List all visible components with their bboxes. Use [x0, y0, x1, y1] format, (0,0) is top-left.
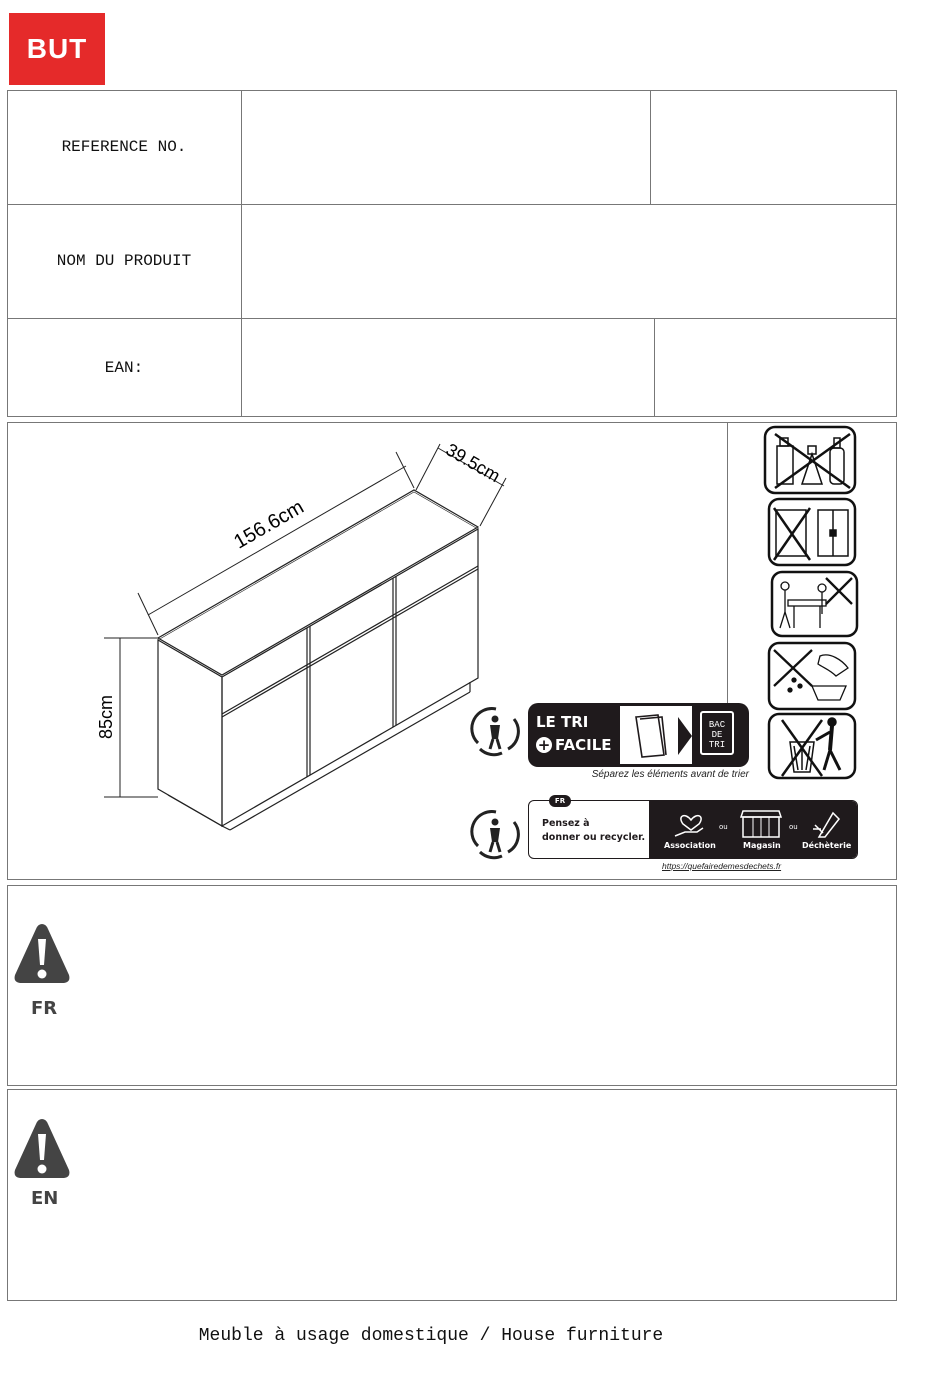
bin-label-2: DE [711, 730, 723, 740]
tri-facile-badge [528, 703, 749, 767]
warning-section-en [7, 1089, 897, 1301]
option-association: Association [664, 841, 716, 850]
dechetterie-icon [809, 807, 843, 841]
tri-facile-caption: Séparez les éléments avant de trier [591, 769, 749, 780]
no-household-waste-icon [782, 718, 840, 776]
recycling-url[interactable]: https://quefairedemesdechets.fr [662, 861, 782, 871]
triman-icon [468, 806, 524, 860]
separator-ou-1: ou [719, 823, 728, 831]
two-person-assembly-icon [780, 578, 852, 628]
warning-language-code: FR [31, 998, 58, 1019]
tri-facile-line2: FACILE [555, 736, 612, 754]
country-flag-badge: FR [549, 795, 571, 807]
reference-label: REFERENCE NO. [61, 138, 187, 156]
no-chemical-cleaners-icon [775, 434, 850, 488]
store-icon [739, 809, 783, 839]
donate-message-line1: Pensez à [542, 818, 590, 829]
option-magasin: Magasin [743, 841, 781, 850]
no-water-cleaning-icon [774, 650, 848, 700]
depth-dimension-label: 39.5cm [442, 439, 504, 487]
option-dechetterie: Déchèterie [802, 841, 852, 850]
tri-facile-line1: LE TRI [536, 713, 589, 731]
paper-sheet-icon [628, 711, 698, 761]
no-heavy-load-icon [774, 508, 848, 560]
association-heart-hand-icon [671, 806, 711, 840]
donate-recycle-badge [528, 800, 858, 859]
brand-logo-text: BUT [26, 33, 88, 64]
separator-ou-2: ou [789, 823, 798, 831]
width-dimension-label: 156.6cm [230, 496, 308, 554]
tri-facile-line2-wrap [536, 736, 612, 754]
ean-label: EAN: [104, 358, 144, 377]
donate-message-line2: donner ou recycler. [542, 832, 646, 843]
donate-options-panel [649, 801, 858, 859]
care-pictograms [760, 424, 862, 784]
warning-language-code: EN [31, 1188, 59, 1209]
footer-note: Meuble à usage domestique / House furniture [198, 1326, 664, 1346]
bin-label-3: TRI [708, 740, 726, 750]
bac-de-tri-bin [700, 711, 734, 755]
height-dimension-label: 85cm [96, 694, 116, 740]
warning-triangle-icon [13, 1116, 71, 1180]
warning-triangle-icon [13, 921, 71, 985]
bin-label-1: BAC [708, 720, 726, 730]
triman-icon [468, 703, 524, 757]
plus-icon: + [537, 736, 551, 754]
product-name-label: NOM DU PRODUIT [56, 252, 192, 270]
warning-section-fr [7, 885, 897, 1086]
